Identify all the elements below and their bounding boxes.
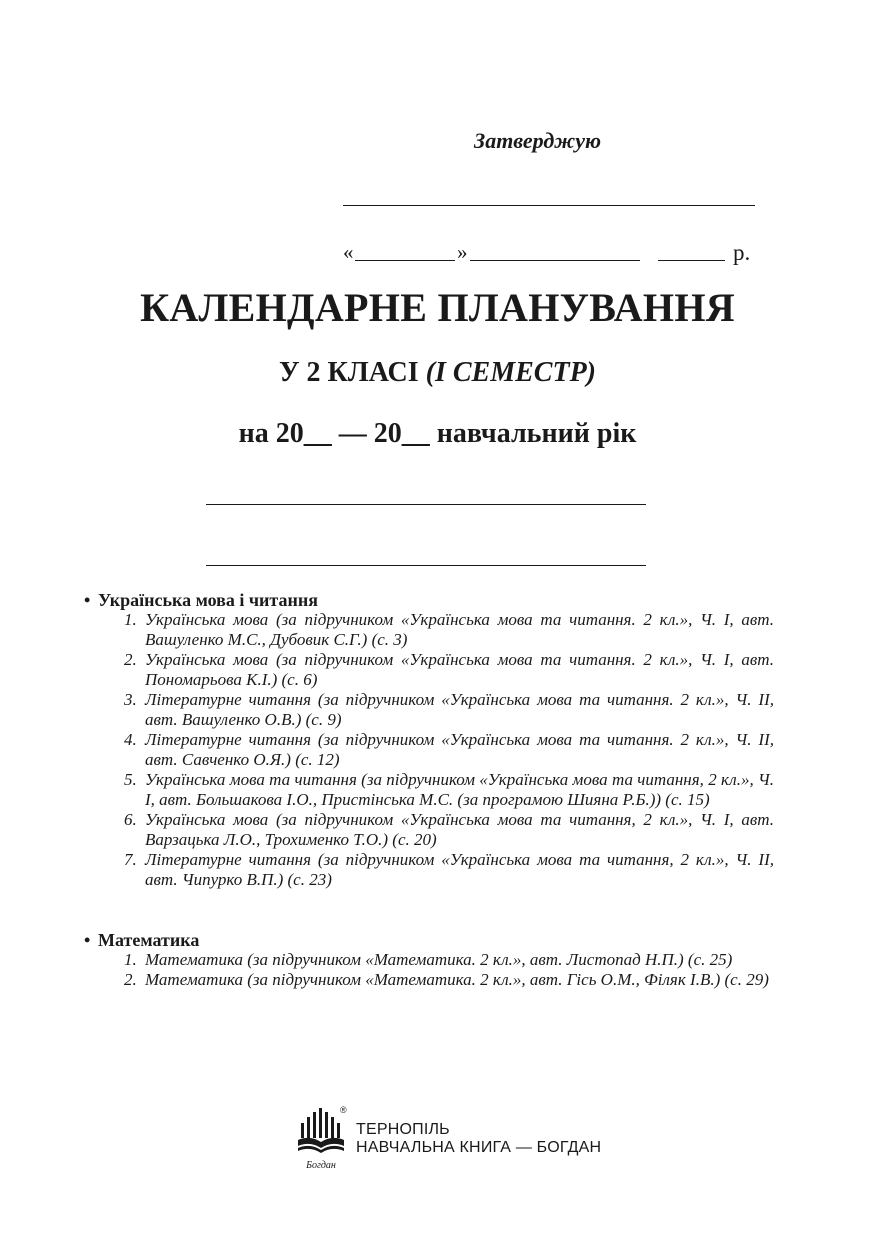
item-number: 5.	[124, 770, 137, 789]
item-number: 4.	[124, 730, 137, 749]
list-item	[84, 730, 774, 770]
logo-lettering: Богдан	[306, 1160, 336, 1171]
item-text: Літературне читання (за підручником «Українська мова та читання. 2 кл.», Ч. ІІ, авт. Вашуленко О.В.) (с. 9)	[145, 690, 774, 729]
signature-line	[343, 205, 755, 206]
item-text: Українська мова (за підручником «Українська мова та читання. 2 кл.», Ч. І, авт. Вашуленко М.С., Дубовик С.Г.) (с. 3)	[145, 610, 774, 649]
list-item	[84, 650, 774, 690]
item-number: 2.	[124, 970, 137, 989]
item-number: 1.	[124, 950, 137, 969]
quote-open: «	[343, 240, 354, 264]
class-label: У 2 КЛАСІ	[278, 357, 419, 388]
item-number: 7.	[124, 850, 137, 869]
section-heading-text: Математика	[98, 930, 200, 950]
item-text: Українська мова (за підручником «Українська мова та читання, 2 кл.», Ч. І, авт. Варзацька Л.О., Трохименко Т.О.) (с. 20)	[145, 810, 774, 849]
item-text: Математика (за підручником «Математика. 2 кл.», авт. Листопад Н.П.) (с. 25)	[145, 950, 733, 969]
list-item	[84, 690, 774, 730]
item-number: 1.	[124, 610, 137, 629]
bullet: •	[84, 590, 91, 610]
publisher-city: ТЕРНОПІЛЬ	[356, 1121, 450, 1138]
item-number: 2.	[124, 650, 137, 669]
section-ukrainian	[84, 590, 774, 890]
list-item	[84, 810, 774, 850]
quote-close: »	[457, 240, 468, 264]
item-text: Українська мова та читання (за підручником «Українська мова та читання, 2 кл.», Ч. І, авт. Большакова І.О., Пристінська М.С. (за програмою Шияна Р.Б.)) (с. 15)	[145, 770, 774, 809]
class-subtitle	[0, 357, 875, 389]
month-blank-line	[470, 260, 640, 261]
page-title: КАЛЕНДАРНЕ ПЛАНУВАННЯ	[140, 285, 735, 330]
list-item	[84, 770, 774, 810]
item-number: 6.	[124, 810, 137, 829]
section-heading	[84, 930, 774, 950]
item-number: 3.	[124, 690, 137, 709]
academic-year-line: на 20__ — 20__ навчальний рік	[238, 418, 637, 449]
year-suffix: р.	[733, 240, 751, 265]
item-text: Літературне читання (за підручником «Українська мова та читання, 2 кл.», Ч. ІІ, авт. Чипурко В.П.) (с. 23)	[145, 850, 774, 889]
approval-word: Затверджую	[474, 128, 602, 153]
section-heading-text: Українська мова і читання	[98, 590, 318, 610]
semester-label: (I СЕМЕСТР)	[425, 357, 597, 388]
approval-date-row	[343, 240, 755, 270]
list-item	[84, 950, 774, 970]
item-list	[84, 950, 774, 990]
bullet: •	[84, 930, 91, 950]
day-blank-line	[355, 260, 455, 261]
item-list	[84, 610, 774, 890]
publisher-name: НАВЧАЛЬНА КНИГА — БОГДАН	[356, 1139, 602, 1156]
registered-mark: ®	[340, 1105, 347, 1115]
blank-line-2	[206, 565, 646, 566]
publisher-block	[356, 1121, 601, 1157]
section-heading	[84, 590, 774, 610]
item-text: Математика (за підручником «Математика. 2 кл.», авт. Гісь О.М., Філяк І.В.) (с. 29)	[145, 970, 769, 989]
year-blank-line	[658, 260, 725, 261]
item-text: Українська мова (за підручником «Українська мова та читання. 2 кл.», Ч. І, авт. Пономарьова К.І.) (с. 6)	[145, 650, 774, 689]
item-text: Літературне читання (за підручником «Українська мова та читання. 2 кл.», Ч. ІІ, авт. Савченко О.Я.) (с. 12)	[145, 730, 774, 769]
list-item	[84, 970, 774, 990]
book-tree-logo-icon	[294, 1104, 350, 1174]
list-item	[84, 610, 774, 650]
list-item	[84, 850, 774, 890]
blank-line-1	[206, 504, 646, 505]
section-math	[84, 930, 774, 990]
